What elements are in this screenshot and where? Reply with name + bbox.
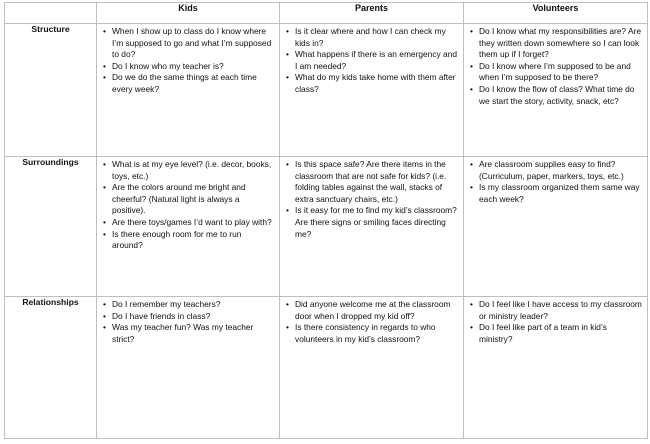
bullet-list xyxy=(285,26,458,96)
row-header-structure: Structure xyxy=(5,24,97,157)
list-item: • Did anyone welcome me at the classroom door when I dropped my kid off? xyxy=(295,299,458,322)
list-item: • When I show up to class do I know where I’m supposed to go and what I’m supposed to do? xyxy=(112,26,274,61)
list-item: • Is there consistency in regards to who volunteers in my kid’s classroom? xyxy=(295,322,458,345)
list-item: • Is there enough room for me to run around? xyxy=(112,229,274,252)
cell-surroundings-parents xyxy=(280,157,464,297)
bullet-list xyxy=(469,26,642,107)
column-header-volunteers: Volunteers xyxy=(464,3,648,24)
table-row-relationships xyxy=(5,297,648,439)
bullet-list xyxy=(102,159,274,252)
bullet-list xyxy=(102,26,274,96)
list-item: • Are classroom supplies easy to find? (Curriculum, paper, markers, toys, etc.) xyxy=(479,159,642,182)
list-item: • Do we do the same things at each time every week? xyxy=(112,72,274,95)
list-item: • Do I know the flow of class? What time do we start the story, activity, snack, etc? xyxy=(479,84,642,107)
list-item: • What is at my eye level? (i.e. decor, books, toys, etc.) xyxy=(112,159,274,182)
list-item: • Is it easy for me to find my kid’s classroom? Are there signs or smiling faces directing me? xyxy=(295,205,458,240)
comparison-table xyxy=(4,2,648,439)
list-item: • Are there toys/games I’d want to play with? xyxy=(112,217,274,229)
table-row-surroundings xyxy=(5,157,648,297)
cell-relationships-kids xyxy=(97,297,280,439)
header-row xyxy=(5,3,648,24)
list-item: • Is my classroom organized them same way each week? xyxy=(479,182,642,205)
cell-relationships-volunteers xyxy=(464,297,648,439)
list-item: • Is this space safe? Are there items in the classroom that are not safe for kids? (i.e. folding tables against the wall, stacks of extra sanctuary chairs, etc.) xyxy=(295,159,458,205)
cell-surroundings-kids xyxy=(97,157,280,297)
list-item: • Do I know what my responsibilities are? Are they written down somewhere so I can look them up if I forget? xyxy=(479,26,642,61)
list-item: • Do I have friends in class? xyxy=(112,311,274,323)
column-header-parents: Parents xyxy=(280,3,464,24)
bullet-list xyxy=(469,299,642,345)
bullet-list xyxy=(285,299,458,345)
list-item: • Do I feel like part of a team in kid’s ministry? xyxy=(479,322,642,345)
row-header-relationships: Relationships xyxy=(5,297,97,439)
list-item: • Is it clear where and how I can check my kids in? xyxy=(295,26,458,49)
table-row-structure xyxy=(5,24,648,157)
corner-header-cell xyxy=(5,3,97,24)
row-header-surroundings: Surroundings xyxy=(5,157,97,297)
cell-relationships-parents xyxy=(280,297,464,439)
bullet-list xyxy=(469,159,642,205)
list-item: • Do I feel like I have access to my classroom or ministry leader? xyxy=(479,299,642,322)
list-item: • Was my teacher fun? Was my teacher strict? xyxy=(112,322,274,345)
cell-structure-parents xyxy=(280,24,464,157)
cell-surroundings-volunteers xyxy=(464,157,648,297)
list-item: • Do I know where I’m supposed to be and when I’m supposed to be there? xyxy=(479,61,642,84)
bullet-list xyxy=(102,299,274,345)
bullet-list xyxy=(285,159,458,240)
list-item: • What happens if there is an emergency and I am needed? xyxy=(295,49,458,72)
list-item: • Do I know who my teacher is? xyxy=(112,61,274,73)
list-item: • Do I remember my teachers? xyxy=(112,299,274,311)
cell-structure-kids xyxy=(97,24,280,157)
list-item: • What do my kids take home with them after class? xyxy=(295,72,458,95)
cell-structure-volunteers xyxy=(464,24,648,157)
column-header-kids: Kids xyxy=(97,3,280,24)
list-item: • Are the colors around me bright and cheerful? (Natural light is always a positive). xyxy=(112,182,274,217)
